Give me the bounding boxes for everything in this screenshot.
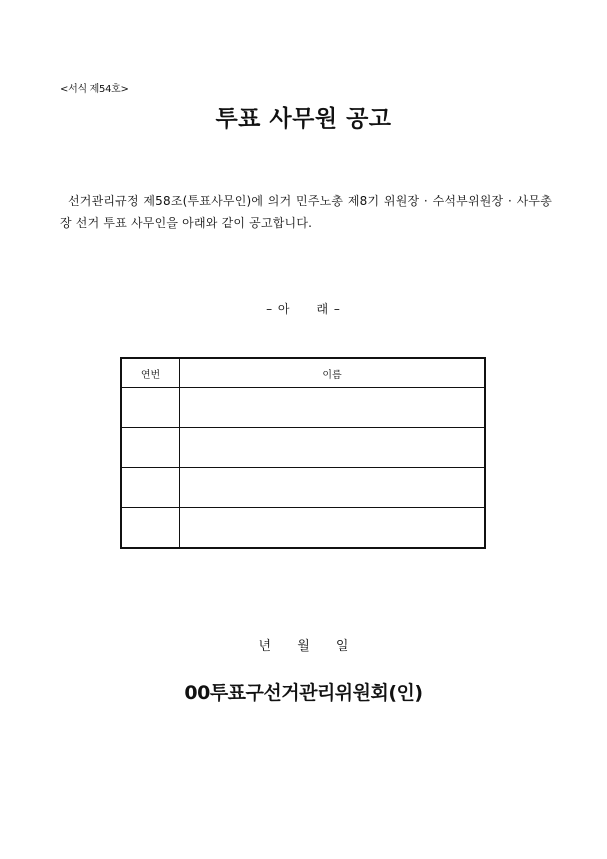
table-row: [121, 508, 485, 549]
form-number: <서식 제54호>: [60, 84, 129, 95]
date-line: 년 월 일: [258, 639, 349, 654]
header-serial-number: 연번: [121, 358, 180, 388]
table-row: [121, 428, 485, 468]
table-row: [121, 468, 485, 508]
name-cell: [180, 508, 486, 549]
serial-number-cell: [121, 468, 180, 508]
header-name: 이름: [180, 358, 486, 388]
table-row: [121, 388, 485, 428]
notice-body: 선거관리규정 제58조(투표사무인)에 의거 민주노총 제8기 위원장 · 수석부위원장 · 사무총장 선거 투표 사무인을 아래와 같이 공고합니다.: [60, 194, 552, 230]
serial-number-cell: [121, 428, 180, 468]
below-heading: – 아 래 –: [266, 302, 341, 316]
serial-number-cell: [121, 388, 180, 428]
name-cell: [180, 388, 486, 428]
serial-number-cell: [121, 508, 180, 549]
name-cell: [180, 428, 486, 468]
document-title: 투표 사무원 공고: [215, 106, 392, 132]
worker-roster-table: [120, 357, 486, 549]
table-header-row: [121, 358, 485, 388]
issuer-signature: 00투표구선거관리위원회(인): [184, 682, 423, 704]
name-cell: [180, 468, 486, 508]
